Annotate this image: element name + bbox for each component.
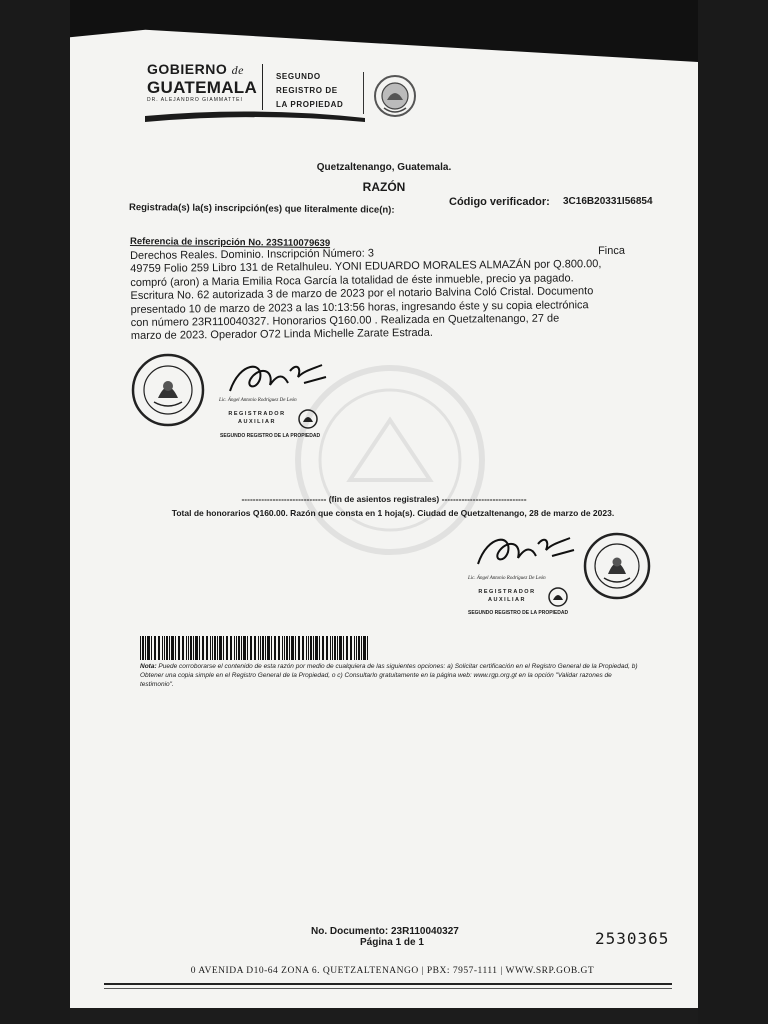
barcode-bar — [217, 636, 218, 660]
scan-shadow-bottom — [70, 1008, 698, 1024]
barcode-bar — [140, 636, 141, 660]
barcode-bar — [306, 636, 307, 660]
barcode-bar — [291, 636, 294, 660]
barcode-bar — [188, 636, 189, 660]
barcode-bar — [166, 636, 168, 660]
registry-crest-icon — [372, 72, 418, 120]
inscription-body — [130, 245, 643, 344]
body-line-6: con número 23R110040327. Honorarios Q160.00 . Realizada en Quetzaltenango, 27 de — [130, 312, 560, 330]
serial-number: 2530365 — [595, 929, 670, 948]
verification-code-label: Código verificador: — [449, 196, 550, 208]
barcode-bar — [315, 636, 318, 660]
total-fees-statement: Total de honorarios Q160.00. Razón que consta en 1 hoja(s). Ciudad de Quetzaltenango, 28 de marzo de 2023. — [171, 508, 615, 518]
footer-rule — [104, 983, 672, 985]
body-line-2: 49759 Folio 259 Libro 131 de Retalhuleu. YONI EDUARDO MORALES ALMAZÁN por Q.800.00, — [130, 258, 602, 276]
barcode-bar — [367, 636, 368, 660]
barcode-bar — [322, 636, 324, 660]
signatory-office: SEGUNDO REGISTRO DE LA PROPIEDAD — [468, 610, 569, 616]
barcode-bar — [223, 636, 224, 660]
barcode-bar — [147, 636, 150, 660]
finca-label: Finca — [597, 244, 626, 258]
barcode-bar — [234, 636, 235, 660]
barcode-bar — [262, 636, 264, 660]
barcode-bar — [193, 636, 194, 660]
signature-mark-icon — [226, 357, 336, 397]
signatory-role-line-2: AUXILIAR — [238, 419, 276, 425]
barcode-bar — [247, 636, 248, 660]
signatory-role-line-1: REGISTRADOR — [228, 411, 286, 417]
barcode-bar — [250, 636, 252, 660]
barcode-bar — [346, 636, 348, 660]
barcode-bar — [358, 636, 360, 660]
small-crest-icon — [546, 586, 570, 608]
footer-address: 0 AVENIDA D10-64 ZONA 6. QUETZALTENANGO | PBX: 7957-1111 | WWW.SRP.GOB.GT — [190, 966, 595, 976]
registry-name — [276, 70, 343, 112]
barcode-bar — [236, 636, 237, 660]
note-text: Puede corroborarse el contenido de esta razón por medio de cualquiera de las siguientes opciones: a) Solicitar certificación en el Registro General de la Propiedad, b) Obtener una copia simple en el Registro General de la Propiedad, o c) Consultarlo gratuitamente en la página web: www.rgp.org.gt en la opción "Validar razones de testimonio". — [140, 663, 638, 688]
barcode-bar — [158, 636, 160, 660]
barcode-bar — [308, 636, 309, 660]
barcode-bar — [254, 636, 256, 660]
logo-gobierno-word: GOBIERNO — [147, 61, 228, 77]
signatory-role-line-2: AUXILIAR — [488, 597, 526, 603]
verification-code-value: 3C16B20331I56854 — [563, 196, 653, 207]
registry-seal-icon — [130, 352, 206, 428]
barcode-bar — [260, 636, 261, 660]
registered-statement: Registrada(s) la(s) inscripción(es) que literalmente dice(n): — [128, 202, 395, 216]
barcode-bar — [258, 636, 259, 660]
barcode-bar — [271, 636, 272, 660]
barcode-bar — [286, 636, 288, 660]
barcode-bar — [230, 636, 232, 660]
barcode-bar — [265, 636, 266, 660]
barcode-bar — [164, 636, 165, 660]
barcode-bar — [302, 636, 304, 660]
barcode-bar — [202, 636, 204, 660]
registry-line-2: REGISTRO DE — [276, 86, 338, 95]
barcode-bar — [219, 636, 222, 660]
barcode-bar — [274, 636, 276, 660]
barcode-bar — [326, 636, 328, 660]
page-number: Página 1 de 1 — [360, 937, 424, 948]
document-city: Quetzaltenango, Guatemala. — [316, 162, 452, 173]
barcode-bar — [186, 636, 187, 660]
barcode-bar — [289, 636, 290, 660]
header-divider — [262, 64, 263, 110]
barcode-bar — [162, 636, 163, 660]
barcode-bar — [199, 636, 200, 660]
signatory-name: Lic. Ángel Antonio Rodríguez De León — [219, 398, 297, 403]
barcode-bar — [282, 636, 283, 660]
logo-guatemala: GUATEMALA — [147, 78, 258, 97]
logo-subtitle: DR. ALEJANDRO GIAMMATTEI — [147, 97, 243, 103]
signature-mark-icon — [474, 530, 584, 570]
signatory-role-line-1: REGISTRADOR — [478, 589, 536, 595]
barcode-bar — [284, 636, 285, 660]
barcode-bar — [169, 636, 170, 660]
barcode-bar — [154, 636, 156, 660]
note-label: Nota: — [140, 663, 157, 670]
barcode-bar — [206, 636, 208, 660]
body-line-1: Derechos Reales. Dominio. Inscripción Número: 3 — [130, 247, 375, 262]
barcode-bar — [354, 636, 355, 660]
barcode-bar — [151, 636, 152, 660]
barcode-bar — [195, 636, 198, 660]
barcode-bar — [339, 636, 342, 660]
registry-line-3: LA PROPIEDAD — [276, 100, 344, 109]
document-title: RAZÓN — [362, 180, 406, 194]
barcode-bar — [212, 636, 213, 660]
barcode-bar — [226, 636, 228, 660]
barcode-bar — [278, 636, 280, 660]
barcode-bar — [356, 636, 357, 660]
barcode-bar — [361, 636, 362, 660]
barcode-bar — [243, 636, 246, 660]
verification-note — [140, 662, 640, 689]
logo-de-word: de — [231, 63, 244, 77]
small-crest-icon — [296, 408, 320, 430]
barcode-bar — [298, 636, 300, 660]
registry-seal-icon — [582, 530, 652, 602]
barcode-bar — [214, 636, 216, 660]
barcode-bar — [313, 636, 314, 660]
body-line-5: presentado 10 de marzo de 2023 a las 10:13:56 horas, ingresando éste y su copia electrónica — [130, 298, 589, 316]
document-barcode — [140, 636, 372, 660]
barcode-bar — [178, 636, 180, 660]
barcode-bar — [238, 636, 240, 660]
barcode-bar — [295, 636, 296, 660]
body-line-4: Escritura No. 62 autorizada 3 de marzo de 2023 por el notario Balvina Coló Cristal. Documento — [130, 285, 594, 303]
barcode-bar — [343, 636, 344, 660]
barcode-bar — [182, 636, 184, 660]
document-number: No. Documento: 23R110040327 — [311, 926, 459, 937]
barcode-bar — [210, 636, 211, 660]
inscription-reference: Referencia de inscripción No. 23S110079639 — [129, 236, 331, 250]
barcode-bar — [330, 636, 331, 660]
registry-line-1: SEGUNDO — [276, 72, 321, 81]
signatory-role — [472, 588, 542, 604]
body-line-7: marzo de 2023. Operador O72 Linda Michelle Zarate Estrada. — [130, 327, 434, 343]
body-line-3: compró (aron) a Maria Emilia Roca García la totalidad de éste inmueble, precio ya pagado. — [130, 272, 574, 289]
signatory-name: Lic. Ángel Antonio Rodríguez De León — [468, 576, 546, 581]
barcode-bar — [190, 636, 192, 660]
barcode-bar — [310, 636, 312, 660]
barcode-bar — [145, 636, 146, 660]
barcode-bar — [267, 636, 270, 660]
logo-swoosh-icon — [145, 108, 365, 124]
signatory-office: SEGUNDO REGISTRO DE LA PROPIEDAD — [220, 433, 321, 439]
barcode-bar — [363, 636, 366, 660]
barcode-bar — [350, 636, 352, 660]
footer-rule-thin — [104, 988, 672, 989]
barcode-bar — [241, 636, 242, 660]
logo-gobierno — [147, 62, 244, 78]
barcode-bar — [334, 636, 336, 660]
barcode-bar — [337, 636, 338, 660]
end-of-entries-marker: ------------------------------ (fin de asientos registrales) ------------------------------ — [241, 494, 527, 504]
barcode-bar — [142, 636, 144, 660]
barcode-bar — [332, 636, 333, 660]
barcode-bar — [175, 636, 176, 660]
signatory-role — [222, 410, 292, 426]
barcode-bar — [319, 636, 320, 660]
barcode-bar — [171, 636, 174, 660]
